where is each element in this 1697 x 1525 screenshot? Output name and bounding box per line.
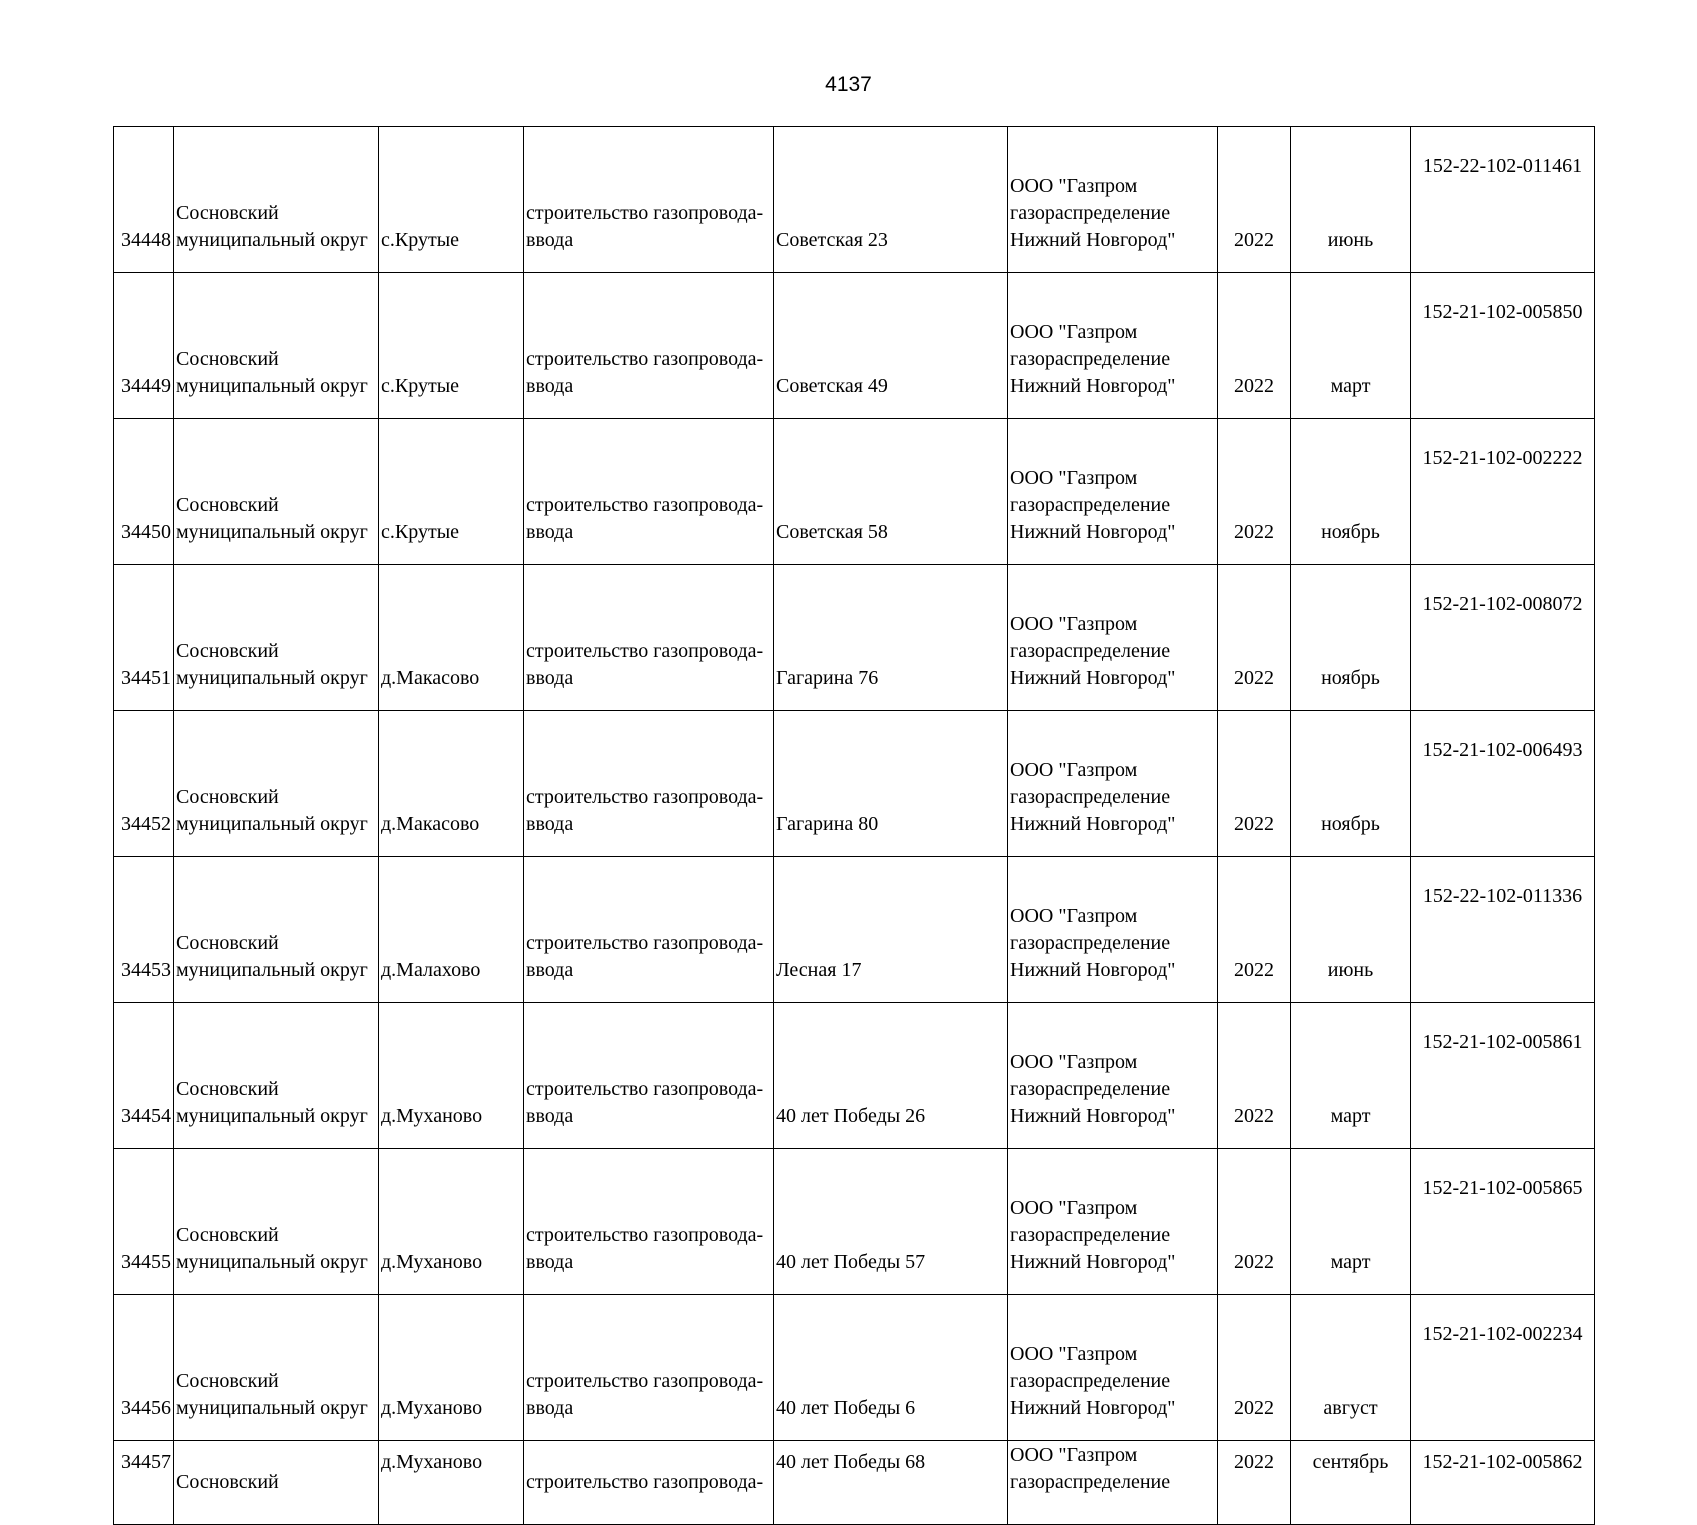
organization-cell <box>1008 419 1218 565</box>
row-id-cell <box>114 1295 174 1441</box>
settlement: д.Муханово <box>381 1451 483 1473</box>
address-cell <box>774 857 1008 1003</box>
organization-line-3: Нижний Новгород" <box>1010 521 1176 543</box>
row-id: 34451 <box>121 667 171 689</box>
organization-line-2: газораспределение <box>1010 1078 1171 1100</box>
district-cell <box>174 1295 379 1441</box>
district-line-1: Сосновский <box>176 640 279 662</box>
work-type-line-1: строительство газопровода- <box>526 1370 764 1392</box>
year-cell <box>1218 1003 1291 1149</box>
table-row <box>114 1149 1595 1295</box>
district-line-2: муниципальный округ <box>176 813 368 835</box>
work-type-line-1: строительство газопровода- <box>526 348 764 370</box>
month-cell <box>1291 711 1411 857</box>
year: 2022 <box>1234 1251 1274 1273</box>
district-line-1: Сосновский <box>176 932 279 954</box>
row-id: 34456 <box>121 1397 171 1419</box>
month: август <box>1323 1397 1378 1419</box>
address: Гагарина 76 <box>776 667 879 689</box>
settlement: д.Макасово <box>381 667 480 689</box>
table-row <box>114 273 1595 419</box>
registration-code: 152-21-102-006493 <box>1422 739 1583 761</box>
year: 2022 <box>1234 1105 1274 1127</box>
work-type-cell <box>524 1003 774 1149</box>
district-cell <box>174 857 379 1003</box>
organization-line-1: ООО "Газпром <box>1010 1051 1138 1073</box>
address: Лесная 17 <box>776 959 862 981</box>
district-line-1: Сосновский <box>176 786 279 808</box>
district-line-2: муниципальный округ <box>176 229 368 251</box>
work-type-line-2: ввода <box>526 1397 574 1419</box>
work-type-line-2: ввода <box>526 229 574 251</box>
year: 2022 <box>1234 375 1274 397</box>
organization-line-1: ООО "Газпром <box>1010 613 1138 635</box>
row-id-cell <box>114 857 174 1003</box>
table-row <box>114 565 1595 711</box>
row-id-cell <box>114 1003 174 1149</box>
organization-line-3: Нижний Новгород" <box>1010 667 1176 689</box>
organization-line-2: газораспределение <box>1010 494 1171 516</box>
district-line-1: Сосновский <box>176 348 279 370</box>
settlement-cell <box>379 127 524 273</box>
row-id-cell <box>114 419 174 565</box>
year: 2022 <box>1234 959 1274 981</box>
work-type-line-2: ввода <box>526 813 574 835</box>
month: ноябрь <box>1321 521 1380 543</box>
year-cell <box>1218 565 1291 711</box>
district-line-1: Сосновский <box>176 1471 279 1493</box>
settlement-cell <box>379 419 524 565</box>
settlement-cell <box>379 857 524 1003</box>
settlement: д.Муханово <box>381 1105 483 1127</box>
table-row <box>114 1003 1595 1149</box>
month: март <box>1330 1251 1371 1273</box>
settlement-cell <box>379 1149 524 1295</box>
district-line-2: муниципальный округ <box>176 1251 368 1273</box>
address-cell <box>774 419 1008 565</box>
address-cell <box>774 711 1008 857</box>
work-type-cell <box>524 419 774 565</box>
district-cell <box>174 127 379 273</box>
organization-line-1: ООО "Газпром <box>1010 1343 1138 1365</box>
registration-code: 152-21-102-005850 <box>1422 301 1583 323</box>
organization-cell <box>1008 1003 1218 1149</box>
address: 40 лет Победы 68 <box>776 1451 926 1473</box>
code-cell <box>1411 1441 1595 1525</box>
month: ноябрь <box>1321 813 1380 835</box>
page-number: 4137 <box>825 73 872 96</box>
table-row <box>114 711 1595 857</box>
organization-cell <box>1008 711 1218 857</box>
district-cell <box>174 1441 379 1525</box>
year-cell <box>1218 1441 1291 1525</box>
month-cell <box>1291 273 1411 419</box>
address: Гагарина 80 <box>776 813 879 835</box>
district-line-1: Сосновский <box>176 1078 279 1100</box>
code-cell <box>1411 1295 1595 1441</box>
organization-line-1: ООО "Газпром <box>1010 1444 1138 1466</box>
address: 40 лет Победы 6 <box>776 1397 916 1419</box>
registration-code: 152-22-102-011461 <box>1422 155 1583 177</box>
year: 2022 <box>1234 813 1274 835</box>
code-cell <box>1411 857 1595 1003</box>
organization-line-3: Нижний Новгород" <box>1010 959 1176 981</box>
work-type-line-1: строительство газопровода- <box>526 786 764 808</box>
district-line-2: муниципальный округ <box>176 959 368 981</box>
month: июнь <box>1327 229 1374 251</box>
year: 2022 <box>1234 1451 1274 1473</box>
table-row <box>114 857 1595 1003</box>
address-cell <box>774 565 1008 711</box>
month: март <box>1330 1105 1371 1127</box>
year-cell <box>1218 857 1291 1003</box>
month-cell <box>1291 1003 1411 1149</box>
gas-connection-table <box>113 126 1595 1525</box>
row-id: 34454 <box>121 1105 171 1127</box>
organization-line-1: ООО "Газпром <box>1010 1197 1138 1219</box>
district-line-1: Сосновский <box>176 202 279 224</box>
work-type-line-2: ввода <box>526 375 574 397</box>
year-cell <box>1218 1295 1291 1441</box>
work-type-line-2: ввода <box>526 1105 574 1127</box>
organization-line-3: Нижний Новгород" <box>1010 1105 1176 1127</box>
table-row <box>114 419 1595 565</box>
row-id: 34450 <box>121 521 171 543</box>
district-line-2: муниципальный округ <box>176 521 368 543</box>
settlement: д.Малахово <box>381 959 481 981</box>
organization-line-2: газораспределение <box>1010 202 1171 224</box>
year: 2022 <box>1234 521 1274 543</box>
district-cell <box>174 273 379 419</box>
registration-code: 152-21-102-002234 <box>1422 1323 1583 1345</box>
row-id: 34452 <box>121 813 171 835</box>
month-cell <box>1291 419 1411 565</box>
registration-code: 152-21-102-005865 <box>1422 1177 1583 1199</box>
settlement-cell <box>379 1295 524 1441</box>
registration-code: 152-21-102-005862 <box>1422 1451 1583 1473</box>
work-type-line-1: строительство газопровода- <box>526 1471 764 1493</box>
district-line-2: муниципальный округ <box>176 1105 368 1127</box>
district-line-1: Сосновский <box>176 1224 279 1246</box>
address-cell <box>774 273 1008 419</box>
address-cell <box>774 1295 1008 1441</box>
organization-cell <box>1008 1441 1218 1525</box>
address-cell <box>774 1441 1008 1525</box>
month-cell <box>1291 127 1411 273</box>
code-cell <box>1411 711 1595 857</box>
settlement-cell <box>379 1441 524 1525</box>
year: 2022 <box>1234 667 1274 689</box>
settlement-cell <box>379 1003 524 1149</box>
district-line-2: муниципальный округ <box>176 1397 368 1419</box>
row-id: 34448 <box>121 229 171 251</box>
row-id: 34453 <box>121 959 171 981</box>
work-type-line-1: строительство газопровода- <box>526 1224 764 1246</box>
work-type-cell <box>524 273 774 419</box>
settlement: с.Крутые <box>381 521 460 543</box>
month-cell <box>1291 1441 1411 1525</box>
address: Советская 58 <box>776 521 888 543</box>
row-id: 34449 <box>121 375 171 397</box>
work-type-cell <box>524 1295 774 1441</box>
row-id-cell <box>114 565 174 711</box>
organization-line-1: ООО "Газпром <box>1010 905 1138 927</box>
organization-line-2: газораспределение <box>1010 1370 1171 1392</box>
address: Советская 49 <box>776 375 888 397</box>
work-type-cell <box>524 565 774 711</box>
district-line-2: муниципальный округ <box>176 667 368 689</box>
year-cell <box>1218 1149 1291 1295</box>
work-type-line-1: строительство газопровода- <box>526 932 764 954</box>
organization-line-1: ООО "Газпром <box>1010 759 1138 781</box>
organization-line-2: газораспределение <box>1010 932 1171 954</box>
work-type-cell <box>524 127 774 273</box>
organization-line-2: газораспределение <box>1010 1471 1171 1493</box>
settlement: д.Макасово <box>381 813 480 835</box>
work-type-cell <box>524 1149 774 1295</box>
address-cell <box>774 127 1008 273</box>
district-cell <box>174 1149 379 1295</box>
work-type-line-2: ввода <box>526 959 574 981</box>
address: Советская 23 <box>776 229 888 251</box>
organization-cell <box>1008 1149 1218 1295</box>
address-cell <box>774 1003 1008 1149</box>
organization-cell <box>1008 565 1218 711</box>
organization-line-3: Нижний Новгород" <box>1010 1251 1176 1273</box>
month-cell <box>1291 1149 1411 1295</box>
registration-code: 152-21-102-005861 <box>1422 1031 1583 1053</box>
organization-line-1: ООО "Газпром <box>1010 321 1138 343</box>
address-cell <box>774 1149 1008 1295</box>
row-id-cell <box>114 273 174 419</box>
row-id-cell <box>114 711 174 857</box>
district-line-1: Сосновский <box>176 1370 279 1392</box>
settlement: с.Крутые <box>381 229 460 251</box>
settlement-cell <box>379 565 524 711</box>
organization-line-3: Нижний Новгород" <box>1010 375 1176 397</box>
settlement-cell <box>379 273 524 419</box>
organization-line-2: газораспределение <box>1010 1224 1171 1246</box>
work-type-line-2: ввода <box>526 521 574 543</box>
month-cell <box>1291 857 1411 1003</box>
district-cell <box>174 419 379 565</box>
month-cell <box>1291 565 1411 711</box>
district-cell <box>174 711 379 857</box>
district-line-1: Сосновский <box>176 494 279 516</box>
work-type-line-2: ввода <box>526 1251 574 1273</box>
year: 2022 <box>1234 229 1274 251</box>
registration-code: 152-21-102-008072 <box>1422 593 1583 615</box>
settlement: д.Муханово <box>381 1251 483 1273</box>
month: март <box>1330 375 1371 397</box>
year-cell <box>1218 419 1291 565</box>
year-cell <box>1218 127 1291 273</box>
row-id: 34455 <box>121 1251 171 1273</box>
work-type-line-1: строительство газопровода- <box>526 1078 764 1100</box>
code-cell <box>1411 273 1595 419</box>
organization-cell <box>1008 127 1218 273</box>
month-cell <box>1291 1295 1411 1441</box>
district-cell <box>174 1003 379 1149</box>
row-id-cell <box>114 127 174 273</box>
month: ноябрь <box>1321 667 1380 689</box>
organization-cell <box>1008 1295 1218 1441</box>
row-id-cell <box>114 1441 174 1525</box>
district-cell <box>174 565 379 711</box>
address: 40 лет Победы 57 <box>776 1251 926 1273</box>
work-type-cell <box>524 711 774 857</box>
organization-line-2: газораспределение <box>1010 786 1171 808</box>
table-row <box>114 127 1595 273</box>
year-cell <box>1218 711 1291 857</box>
table-row <box>114 1295 1595 1441</box>
work-type-line-1: строительство газопровода- <box>526 494 764 516</box>
settlement: с.Крутые <box>381 375 460 397</box>
organization-line-3: Нижний Новгород" <box>1010 813 1176 835</box>
organization-line-1: ООО "Газпром <box>1010 467 1138 489</box>
settlement: д.Муханово <box>381 1397 483 1419</box>
work-type-line-1: строительство газопровода- <box>526 640 764 662</box>
organization-line-3: Нижний Новгород" <box>1010 229 1176 251</box>
organization-line-1: ООО "Газпром <box>1010 175 1138 197</box>
year-cell <box>1218 273 1291 419</box>
table-body <box>114 127 1595 1525</box>
code-cell <box>1411 127 1595 273</box>
row-id: 34457 <box>121 1451 171 1473</box>
table-row-partial <box>114 1441 1595 1525</box>
organization-line-3: Нижний Новгород" <box>1010 1397 1176 1419</box>
work-type-line-1: строительство газопровода- <box>526 202 764 224</box>
row-id-cell <box>114 1149 174 1295</box>
code-cell <box>1411 1149 1595 1295</box>
address: 40 лет Победы 26 <box>776 1105 926 1127</box>
organization-line-2: газораспределение <box>1010 640 1171 662</box>
code-cell <box>1411 1003 1595 1149</box>
month: июнь <box>1327 959 1374 981</box>
code-cell <box>1411 419 1595 565</box>
work-type-cell <box>524 857 774 1003</box>
work-type-cell <box>524 1441 774 1525</box>
work-type-line-2: ввода <box>526 667 574 689</box>
organization-cell <box>1008 273 1218 419</box>
organization-line-2: газораспределение <box>1010 348 1171 370</box>
district-line-2: муниципальный округ <box>176 375 368 397</box>
code-cell <box>1411 565 1595 711</box>
year: 2022 <box>1234 1397 1274 1419</box>
organization-cell <box>1008 857 1218 1003</box>
registration-code: 152-22-102-011336 <box>1422 885 1583 907</box>
month: сентябрь <box>1312 1451 1389 1473</box>
settlement-cell <box>379 711 524 857</box>
registration-code: 152-21-102-002222 <box>1422 447 1583 469</box>
